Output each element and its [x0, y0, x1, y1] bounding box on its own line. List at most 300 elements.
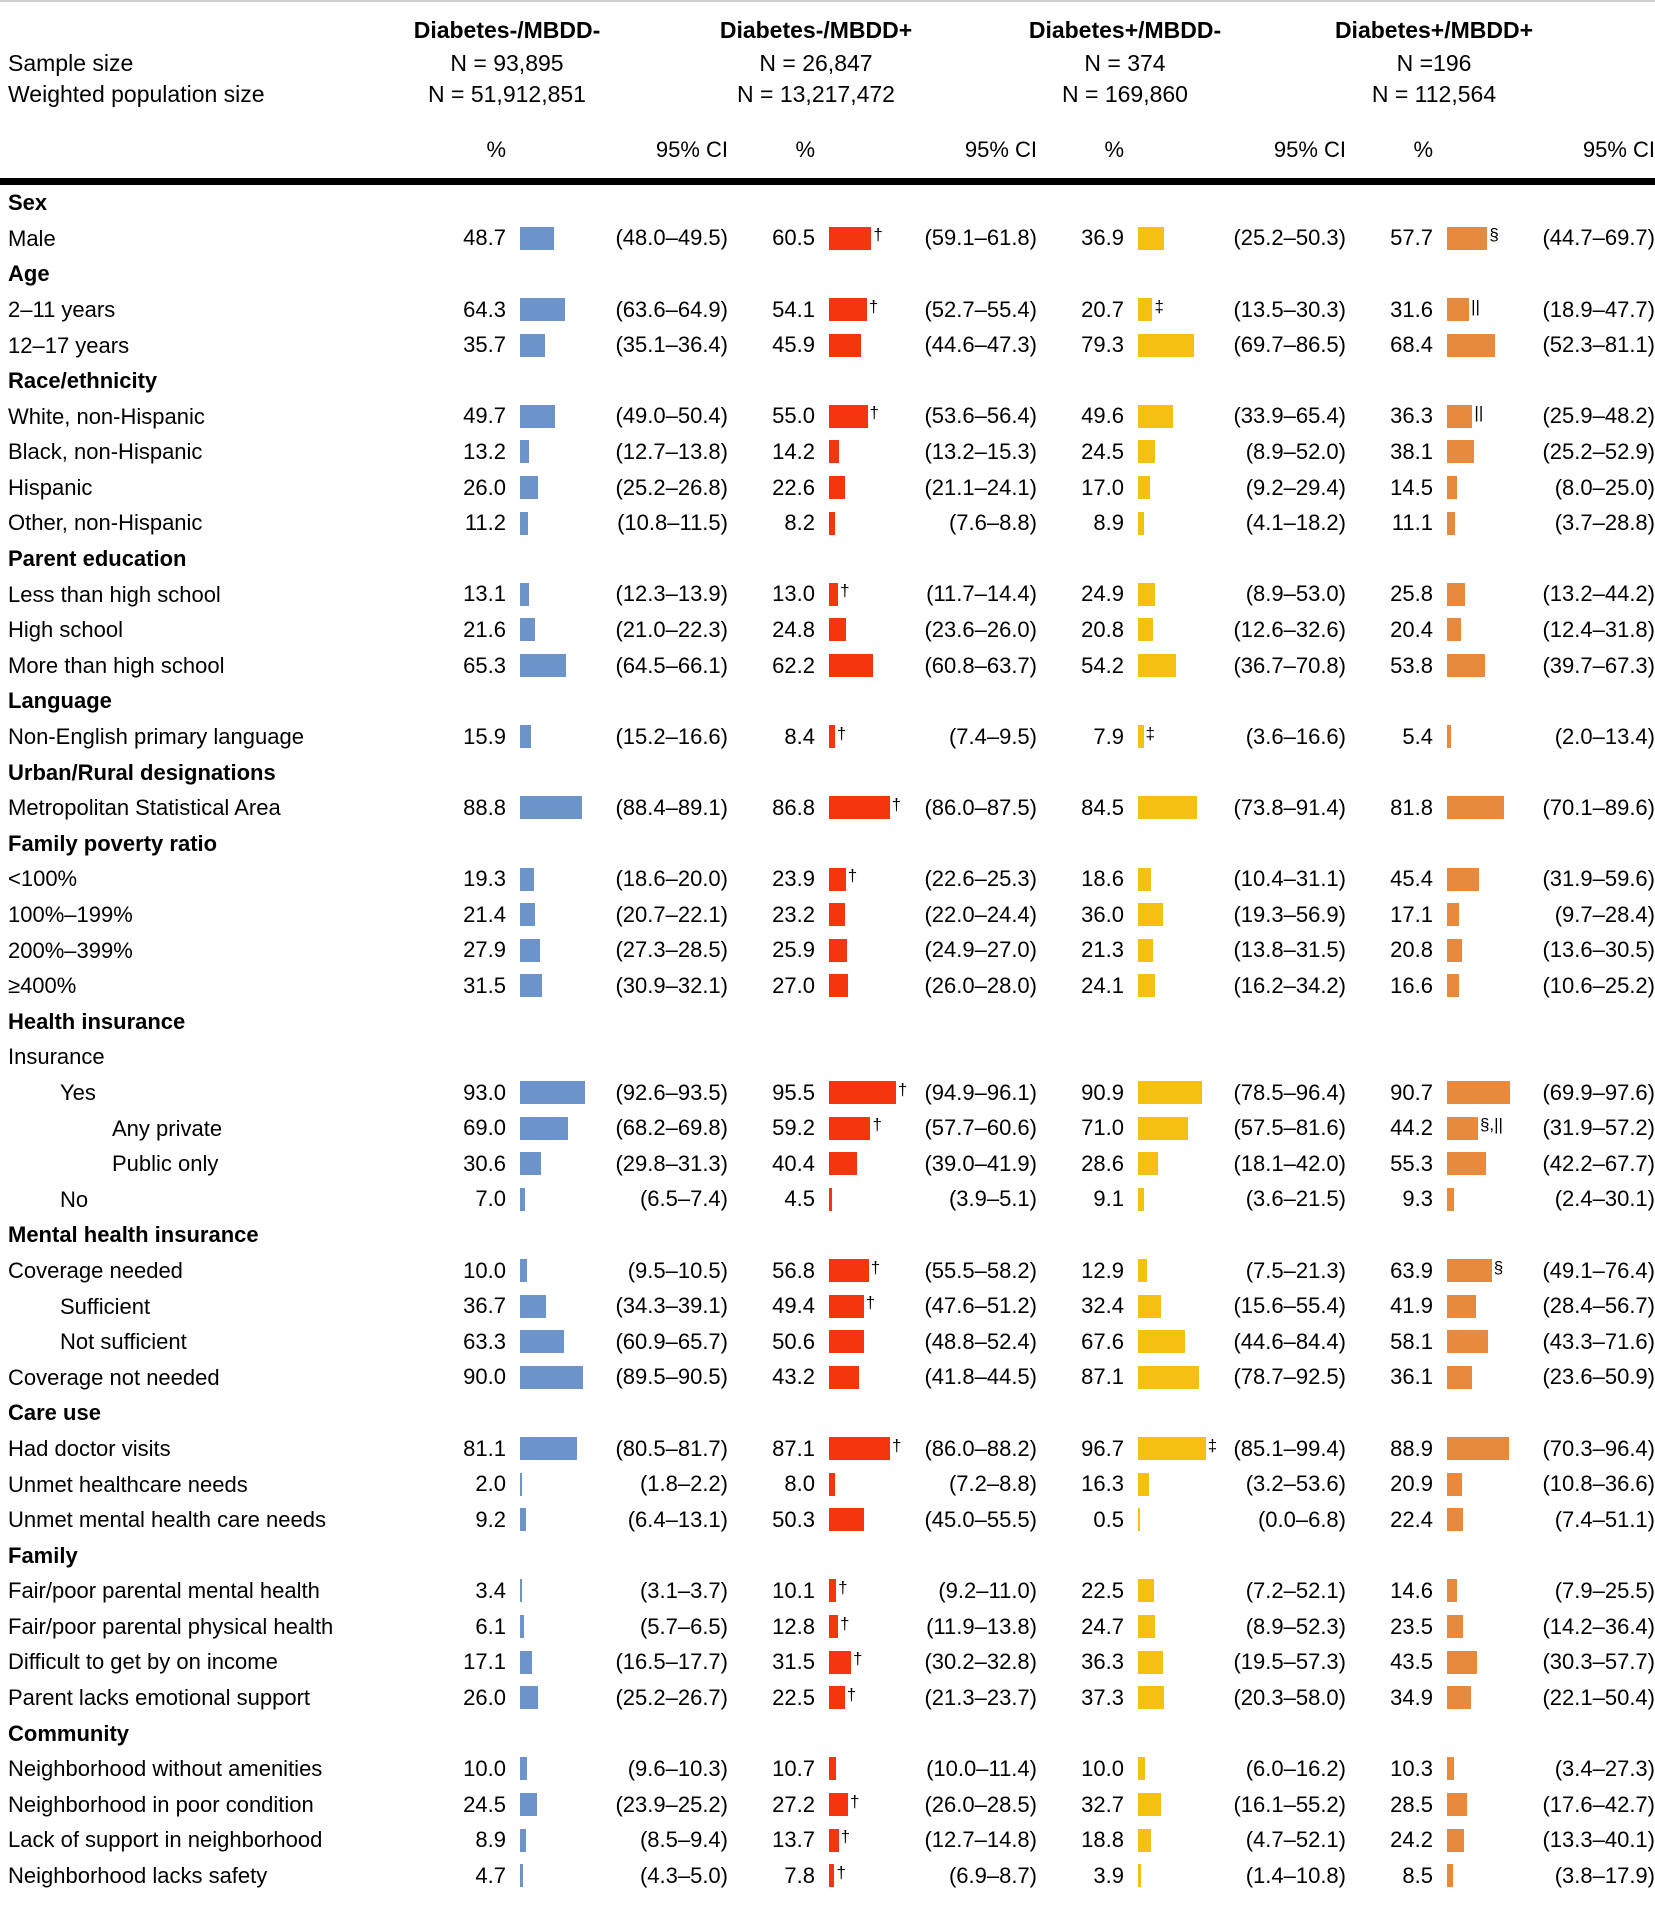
pct-value: 24.2	[1390, 1827, 1433, 1853]
ci-value: (94.9–96.1)	[924, 1079, 1037, 1105]
bar-cell	[1438, 1579, 1522, 1602]
pct-value: 10.0	[463, 1755, 506, 1781]
bar-cell	[1129, 405, 1213, 428]
bar-cell	[511, 1864, 595, 1887]
weighted-population-value: N = 169,860	[1062, 81, 1188, 107]
row-label: <100%	[8, 866, 78, 892]
bar	[829, 1295, 864, 1318]
pct-value: 30.6	[463, 1150, 506, 1176]
ci-value: (12.7–14.8)	[924, 1827, 1037, 1853]
bar-cell	[820, 1117, 904, 1140]
pct-value: 49.4	[772, 1293, 815, 1319]
bar-cell	[820, 1295, 904, 1318]
bar-cell	[1438, 1508, 1522, 1531]
bar	[1447, 1188, 1454, 1211]
ci-value: (8.9–53.0)	[1245, 581, 1346, 607]
sample-size-value: N = 26,847	[759, 50, 873, 76]
bar-cell	[511, 1793, 595, 1816]
bar-cell	[1129, 512, 1213, 535]
pct-value: 48.7	[463, 225, 506, 251]
bar	[1447, 1793, 1467, 1816]
bar-cell	[820, 476, 904, 499]
ci-value: (44.6–84.4)	[1233, 1328, 1346, 1354]
bar	[520, 1579, 522, 1602]
significance-marker: †	[836, 723, 847, 743]
bar-cell	[511, 476, 595, 499]
section-header-row	[0, 1538, 1655, 1574]
section-header-row	[0, 1395, 1655, 1431]
significance-marker: †	[839, 1613, 850, 1633]
ci-value: (80.5–81.7)	[615, 1435, 728, 1461]
bar-cell	[511, 334, 595, 357]
bar	[1138, 298, 1152, 321]
row-label: Coverage not needed	[8, 1364, 220, 1390]
bar-cell	[511, 1330, 595, 1353]
bar-cell	[820, 405, 904, 428]
bar	[1447, 1686, 1471, 1709]
pct-value: 19.3	[463, 866, 506, 892]
ci-value: (7.2–52.1)	[1245, 1577, 1346, 1603]
bar-cell	[1129, 1757, 1213, 1780]
ci-value: (7.4–9.5)	[948, 723, 1037, 749]
bar	[829, 1437, 890, 1460]
bar-cell	[1438, 1473, 1522, 1496]
bar	[1447, 1259, 1492, 1282]
weighted-population-values	[419, 81, 1655, 108]
bar-cell	[511, 1686, 595, 1709]
bar	[520, 1793, 537, 1816]
bar	[520, 1864, 523, 1887]
ci-value: (57.7–60.6)	[924, 1115, 1037, 1141]
significance-marker: †	[897, 1079, 908, 1099]
data-row	[0, 1751, 1655, 1787]
bar-cell	[511, 1829, 595, 1852]
ci-column-header: 95% CI	[655, 137, 728, 162]
ci-value: (73.8–91.4)	[1233, 794, 1346, 820]
bar	[829, 1259, 869, 1282]
ci-value: (9.2–11.0)	[938, 1577, 1037, 1603]
ci-value: (13.2–44.2)	[1542, 581, 1655, 607]
bar-cell	[820, 868, 904, 891]
bar	[1447, 1366, 1472, 1389]
ci-value: (3.6–21.5)	[1245, 1186, 1346, 1212]
bar	[1138, 1188, 1144, 1211]
ci-value: (86.0–87.5)	[924, 794, 1037, 820]
pct-value: 17.0	[1081, 474, 1124, 500]
bar	[520, 334, 545, 357]
bar-cell	[511, 1508, 595, 1531]
bar	[1138, 405, 1173, 428]
bar	[1447, 405, 1472, 428]
bar-cell	[820, 227, 904, 250]
data-row	[0, 612, 1655, 648]
ci-value: (7.2–8.8)	[948, 1471, 1037, 1497]
ci-value: (4.3–5.0)	[639, 1862, 728, 1888]
bar	[520, 974, 542, 997]
bar-cell	[820, 583, 904, 606]
section-header: Age	[8, 261, 50, 287]
pct-value: 25.9	[772, 937, 815, 963]
ci-value: (3.4–27.3)	[1554, 1755, 1655, 1781]
bar	[829, 1188, 832, 1211]
bar-cell	[820, 1793, 904, 1816]
pct-value: 56.8	[772, 1257, 815, 1283]
bar-cell	[511, 1615, 595, 1638]
bar-cell	[820, 725, 904, 748]
bar	[1447, 1508, 1463, 1531]
pct-value: 21.4	[463, 901, 506, 927]
ci-value: (3.8–17.9)	[1554, 1862, 1655, 1888]
pct-value: 2.0	[475, 1471, 506, 1497]
bar	[1138, 476, 1150, 499]
bar	[829, 298, 867, 321]
pct-value: 63.9	[1390, 1257, 1433, 1283]
pct-value: 23.5	[1390, 1613, 1433, 1639]
pct-value: 49.6	[1081, 403, 1124, 429]
data-row	[0, 1075, 1655, 1111]
bar	[1138, 1330, 1185, 1353]
bar-cell	[1438, 618, 1522, 641]
column-headers	[419, 137, 1655, 163]
data-row	[0, 968, 1655, 1004]
pct-value: 10.1	[772, 1577, 815, 1603]
pct-value: 3.4	[475, 1577, 506, 1603]
ci-value: (4.1–18.2)	[1245, 510, 1346, 536]
bar-cell	[511, 1757, 595, 1780]
pct-value: 36.7	[463, 1293, 506, 1319]
bar	[1138, 868, 1151, 891]
pct-value: 36.1	[1390, 1364, 1433, 1390]
pct-value: 8.9	[1093, 510, 1124, 536]
pct-value: 12.8	[772, 1613, 815, 1639]
pct-value: 84.5	[1081, 794, 1124, 820]
bar-cell	[820, 1651, 904, 1674]
ci-value: (18.9–47.7)	[1542, 296, 1655, 322]
bar	[829, 1473, 835, 1496]
ci-value: (8.5–9.4)	[639, 1827, 728, 1853]
pct-value: 8.5	[1402, 1862, 1433, 1888]
bar-cell	[820, 1330, 904, 1353]
bar-cell	[1438, 903, 1522, 926]
bar	[1447, 1615, 1463, 1638]
pct-value: 37.3	[1081, 1684, 1124, 1710]
pct-value: 22.5	[772, 1684, 815, 1710]
ci-value: (13.8–31.5)	[1233, 937, 1346, 963]
pct-value: 50.6	[772, 1328, 815, 1354]
bar-cell	[820, 1508, 904, 1531]
data-row	[0, 505, 1655, 541]
ci-value: (12.4–31.8)	[1542, 616, 1655, 642]
ci-value: (43.3–71.6)	[1542, 1328, 1655, 1354]
ci-value: (10.8–36.6)	[1542, 1471, 1655, 1497]
pct-value: 22.5	[1081, 1577, 1124, 1603]
ci-value: (2.4–30.1)	[1554, 1186, 1655, 1212]
bar-cell	[1438, 1152, 1522, 1175]
bar-cell	[820, 334, 904, 357]
significance-marker: †	[853, 1649, 863, 1669]
bar	[1447, 903, 1459, 926]
ci-value: (33.9–65.4)	[1233, 403, 1346, 429]
ci-column-header: 95% CI	[964, 137, 1037, 162]
bar	[829, 227, 871, 250]
pct-value: 24.1	[1081, 972, 1124, 998]
pct-value: 9.1	[1093, 1186, 1124, 1212]
ci-value: (16.1–55.2)	[1233, 1791, 1346, 1817]
row-label: Hispanic	[8, 474, 93, 500]
ci-value: (41.8–44.5)	[924, 1364, 1037, 1390]
data-row	[0, 221, 1655, 257]
bar	[1447, 476, 1457, 499]
ci-value: (7.4–51.1)	[1554, 1506, 1655, 1532]
group-title: Diabetes+/MBDD+	[1334, 16, 1534, 43]
ci-value: (1.8–2.2)	[639, 1471, 728, 1497]
ci-value: (5.7–6.5)	[639, 1613, 728, 1639]
data-row	[0, 1787, 1655, 1823]
data-row	[0, 434, 1655, 470]
section-header: Community	[8, 1720, 129, 1746]
data-row	[0, 577, 1655, 613]
bar-cell	[511, 939, 595, 962]
ci-value: (3.2–53.6)	[1245, 1471, 1346, 1497]
bar-cell	[820, 1366, 904, 1389]
bar-cell	[1129, 440, 1213, 463]
ci-value: (69.7–86.5)	[1233, 332, 1346, 358]
sample-size-values	[419, 50, 1655, 77]
pct-value: 9.3	[1402, 1186, 1433, 1212]
ci-value: (39.7–67.3)	[1542, 652, 1655, 678]
bar-cell	[1129, 1508, 1213, 1531]
bar	[1447, 654, 1485, 677]
data-row	[0, 1182, 1655, 1218]
bar-cell	[820, 1259, 904, 1282]
bar-cell	[1129, 1829, 1213, 1852]
column-header-row	[0, 134, 1655, 166]
pct-value: 43.2	[772, 1364, 815, 1390]
ci-value: (3.9–5.1)	[948, 1186, 1037, 1212]
row-label: Neighborhood lacks safety	[8, 1863, 268, 1889]
weighted-population-value: N = 13,217,472	[737, 81, 895, 107]
bar-cell	[820, 796, 904, 819]
pct-value: 6.1	[475, 1613, 506, 1639]
ci-value: (24.9–27.0)	[924, 937, 1037, 963]
table-body	[0, 185, 1655, 1894]
ci-value: (13.3–40.1)	[1542, 1827, 1655, 1853]
row-label: Black, non-Hispanic	[8, 439, 203, 465]
pct-value: 38.1	[1390, 438, 1433, 464]
bar-cell	[511, 1366, 595, 1389]
bar	[829, 1686, 845, 1709]
row-label: Neighborhood without amenities	[8, 1756, 323, 1782]
bar-cell	[1438, 1615, 1522, 1638]
section-header: Mental health insurance	[8, 1222, 259, 1248]
bar-cell	[820, 1829, 904, 1852]
pct-value: 13.7	[772, 1827, 815, 1853]
bar	[520, 405, 555, 428]
bar	[520, 1651, 532, 1674]
significance-marker: ‡	[1145, 723, 1155, 743]
bar	[1447, 868, 1479, 891]
bar	[829, 974, 848, 997]
weighted-population-cell	[1346, 81, 1522, 108]
pct-value: 22.6	[772, 474, 815, 500]
row-label: Male	[8, 225, 56, 251]
section-header-row	[0, 256, 1655, 292]
group-title-cell	[719, 16, 913, 44]
bar	[520, 1117, 568, 1140]
bar	[829, 512, 835, 535]
bar-column-spacer	[820, 137, 904, 163]
pct-value: 55.0	[772, 403, 815, 429]
section-header: Sex	[8, 190, 48, 216]
row-label: No	[60, 1186, 89, 1212]
bar	[1447, 1437, 1509, 1460]
data-row	[0, 1288, 1655, 1324]
pct-value: 8.4	[784, 723, 815, 749]
pct-value: 7.0	[475, 1186, 506, 1212]
bar	[520, 796, 582, 819]
ci-value: (36.7–70.8)	[1233, 652, 1346, 678]
ci-value: (14.2–36.4)	[1542, 1613, 1655, 1639]
pct-value: 23.2	[772, 901, 815, 927]
ci-value: (49.1–76.4)	[1542, 1257, 1655, 1283]
bar	[520, 1295, 546, 1318]
pct-value: 40.4	[772, 1150, 815, 1176]
bar	[520, 227, 554, 250]
significance-marker: †	[838, 1577, 848, 1597]
bar-cell	[511, 298, 595, 321]
pct-value: 58.1	[1390, 1328, 1433, 1354]
bar	[829, 1651, 851, 1674]
bar-cell	[1129, 903, 1213, 926]
bar	[520, 1508, 526, 1531]
bar	[1138, 1081, 1202, 1104]
significance-marker: †	[836, 1862, 846, 1882]
bar-cell	[1438, 1259, 1522, 1282]
ci-value: (49.0–50.4)	[615, 403, 728, 429]
data-row	[0, 470, 1655, 506]
data-row	[0, 1431, 1655, 1467]
row-label: 12–17 years	[8, 332, 130, 358]
data-row	[0, 1146, 1655, 1182]
data-row	[0, 1573, 1655, 1609]
bar	[1447, 1864, 1453, 1887]
bar-cell	[1438, 796, 1522, 819]
bar	[1138, 1651, 1163, 1674]
bar	[520, 1686, 538, 1709]
bar-column-spacer	[511, 137, 595, 163]
bar	[829, 1615, 838, 1638]
ci-value: (18.1–42.0)	[1233, 1150, 1346, 1176]
bar-cell	[1129, 1330, 1213, 1353]
bar-cell	[1129, 583, 1213, 606]
pct-value: 62.2	[772, 652, 815, 678]
bar-cell	[1438, 654, 1522, 677]
weighted-population-value: N = 51,912,851	[428, 81, 586, 107]
row-label: Unmet healthcare needs	[8, 1471, 248, 1497]
data-row	[0, 1253, 1655, 1289]
bar-cell	[1129, 1081, 1213, 1104]
bar	[829, 405, 868, 428]
significance-marker: †	[865, 1293, 876, 1313]
data-row	[0, 1039, 1655, 1075]
bar	[1447, 1152, 1486, 1175]
significance-marker: †	[850, 1791, 860, 1811]
pct-value: 10.0	[1081, 1755, 1124, 1781]
ci-value: (16.5–17.7)	[615, 1649, 728, 1675]
bar	[829, 1330, 864, 1353]
bar-cell	[820, 1757, 904, 1780]
bar-cell	[511, 868, 595, 891]
row-label: High school	[8, 617, 123, 643]
pct-value: 13.2	[463, 438, 506, 464]
bar	[1138, 903, 1163, 926]
bar-cell	[1438, 1366, 1522, 1389]
ci-value: (21.0–22.3)	[615, 616, 728, 642]
pct-value: 96.7	[1081, 1435, 1124, 1461]
row-label: Fair/poor parental physical health	[8, 1613, 334, 1639]
bar	[1447, 1295, 1476, 1318]
data-row	[0, 1609, 1655, 1645]
section-header-row	[0, 185, 1655, 221]
ci-value: (70.1–89.6)	[1542, 794, 1655, 820]
sample-size-cell	[419, 50, 595, 77]
group-title: Diabetes-/MBDD-	[413, 16, 601, 43]
ci-value: (35.1–36.4)	[615, 332, 728, 358]
ci-value: (13.6–30.5)	[1542, 937, 1655, 963]
pct-value: 87.1	[1081, 1364, 1124, 1390]
bar-cell	[1129, 1686, 1213, 1709]
pct-value: 53.8	[1390, 652, 1433, 678]
pct-value: 14.6	[1390, 1577, 1433, 1603]
weighted-population-cell	[728, 81, 904, 108]
section-header: Family	[8, 1542, 78, 1568]
percent-column-header: %	[486, 137, 506, 162]
bar-cell	[820, 1615, 904, 1638]
bar	[829, 1508, 864, 1531]
row-label: Had doctor visits	[8, 1435, 171, 1461]
ci-value: (9.5–10.5)	[627, 1257, 728, 1283]
ci-value: (22.0–24.4)	[924, 901, 1037, 927]
pct-value: 16.6	[1390, 972, 1433, 998]
bar-cell	[511, 1579, 595, 1602]
significance-marker: †	[873, 225, 883, 245]
pct-value: 43.5	[1390, 1649, 1433, 1675]
pct-value: 26.0	[463, 1684, 506, 1710]
bar-cell	[511, 618, 595, 641]
bar-cell	[1438, 1330, 1522, 1353]
weighted-population-label: Weighted population size	[8, 81, 265, 108]
data-row	[0, 292, 1655, 328]
pct-value: 27.0	[772, 972, 815, 998]
bar	[829, 1117, 870, 1140]
ci-value: (10.8–11.5)	[617, 510, 728, 536]
ci-value: (12.6–32.6)	[1233, 616, 1346, 642]
bar	[520, 298, 565, 321]
pct-value: 18.6	[1081, 866, 1124, 892]
bar	[1138, 1117, 1188, 1140]
bar-column-spacer	[1129, 137, 1213, 163]
bar-cell	[820, 1686, 904, 1709]
bar-cell	[1438, 1651, 1522, 1674]
section-header-row	[0, 826, 1655, 862]
bar-cell	[1129, 1435, 1218, 1460]
bar	[829, 476, 845, 499]
pct-value: 16.3	[1081, 1471, 1124, 1497]
bar	[520, 1366, 583, 1389]
ci-value: (88.4–89.1)	[615, 794, 728, 820]
ci-value: (42.2–67.7)	[1542, 1150, 1655, 1176]
ci-value: (44.7–69.7)	[1542, 225, 1655, 251]
